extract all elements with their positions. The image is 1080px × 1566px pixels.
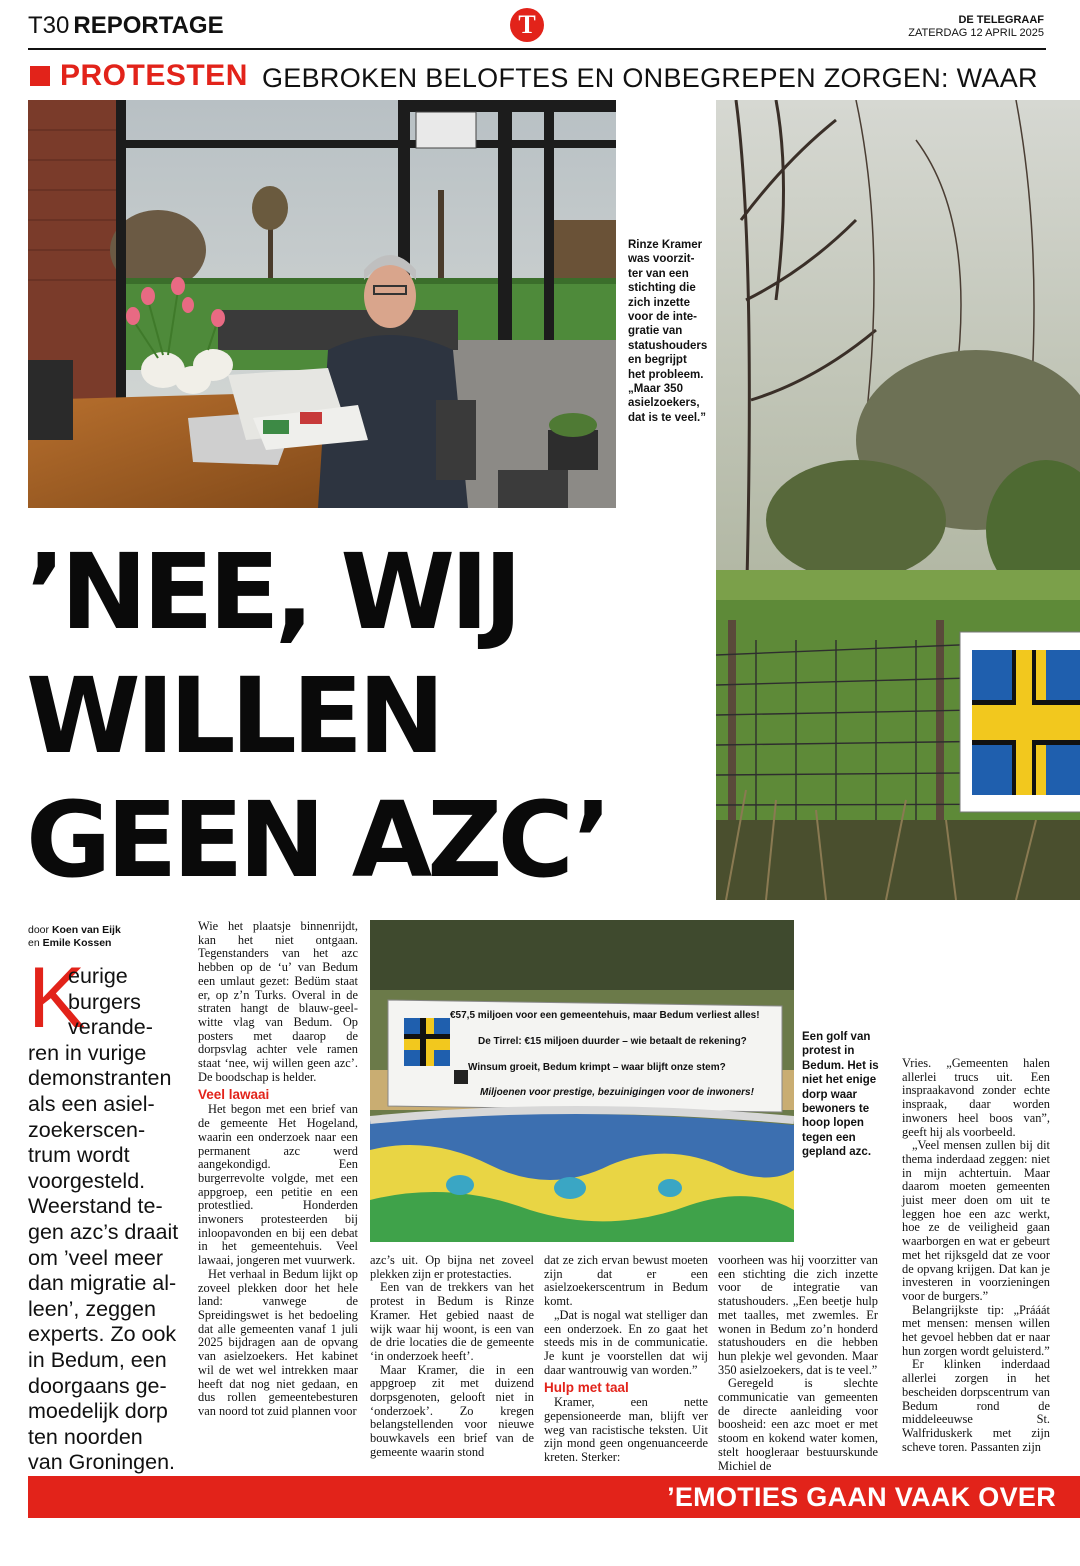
banner-line-4: Miljoenen voor prestige, bezuinigingen voor de inwoners! (480, 1087, 754, 1098)
next-page-teaser (28, 1476, 1080, 1518)
banner-line-2: De Tirrel: €15 miljoen duurder – wie betaalt de rekening? (478, 1036, 747, 1047)
banner-line-1: €57,5 miljoen voor een gemeentehuis, maar Bedum verliest alles! (450, 1010, 760, 1021)
article-column-2 (370, 1254, 534, 1460)
section-name: REPORTAGE (73, 12, 224, 39)
byline-prefix-1: door (28, 924, 50, 936)
photo-protest-banner-illustration (370, 920, 794, 1242)
paragraph: Er klinken inderdaad allerlei zorgen in het bescheiden dorpscentrum van Bedum rond de middeleeuwse St. Walfriduskerk met zijn scheve toren. Passanten zijn (902, 1357, 1050, 1454)
intro-dropcap: K (28, 950, 86, 1046)
headline: ’NEE, WIJ WILLEN GEEN AZC’ (26, 531, 608, 901)
paragraph: „Veel mensen zullen bij dit thema inderdaad zeggen: niet in mijn achtertuin. Maar daarom moeten gemeenten juist meer doen om uit te leggen hoe een azc werkt, hoe ze de veiligheid gaan waarborgen en wat er gebeurt met het rijksgeld dat ze voor de opvang krijgen. Dat kan je investeren in voorzieningen voor de burgers.” (902, 1138, 1050, 1303)
intro-line: Weerstand te- (28, 1194, 163, 1219)
intro-line: verande- (68, 1015, 153, 1040)
paragraph: Kramer, een nette gepensioneerde man, blijft ver weg van racistische teksten. Uit zijn mond geen ongenuanceerde kreten. Sterker: (544, 1395, 708, 1465)
intro-line: leen’, zeggen (28, 1296, 156, 1321)
intro-line: demonstranten (28, 1066, 172, 1091)
author-1: Koen van Eijk (51, 924, 121, 936)
kicker: PROTESTEN (60, 59, 248, 92)
paper-name: DE TELEGRAAF (958, 14, 1044, 26)
photo-fence-flag (716, 100, 1080, 900)
header-rule (28, 48, 1046, 50)
paragraph: Geregeld is slechte communicatie van gemeenten de directe aanleiding voor boosheid: een azc moet er met stoom en kokend water komen, stelt hoogleraar bestuurskunde Michiel de (718, 1376, 878, 1473)
paragraph: Belangrijkste tip: „Prááát met mensen: mensen willen het gevoel hebben dat er naar hun zorgen wordt geluisterd.” (902, 1302, 1050, 1358)
photo-rinze-kramer (28, 100, 616, 508)
intro-line: gen azc’s draait (28, 1220, 179, 1244)
paragraph: Wie het plaatsje binnenrijdt, kan het niet ontgaan. Tegenstanders van het azc hebben op de ‘u’ van Bedum een umlaut gezet: Bedüm staat er, op z’n Turks. Overal in de straten hangt de blauw-geel-witte vlag van Bedum. Op posters met daarop de dorpsvlag achter vele ramen staat ‘nee, wij willen geen azc’. De boodschap is helder. (198, 919, 358, 1084)
intro-line: in Bedum, een (28, 1348, 167, 1372)
topline: GEBROKEN BELOFTES EN ONBEGREPEN ZORGEN: WAAR (262, 63, 1038, 93)
subheading-veel-lawaai: Veel lawaai (198, 1087, 270, 1103)
intro-line: van Groningen. (28, 1450, 176, 1475)
paragraph: „Dat is nogal wat stelliger dan een onderzoek. En zo gaat het steeds mis in de communicatie. Je kunt je voorstellen dat wij daar wantrouwig van worden.” (544, 1307, 708, 1377)
subheading-hulp-met-taal: Hulp met taal (544, 1380, 629, 1396)
paragraph: Maar Kramer, die in een appgroep zit met duizend dorpsgenoten, gelooft niet in ‘onderzoek’. Zo kregen belangstellenden voor nieuwe bouwkavels een brief van de gemeente waarin stond (370, 1362, 534, 1459)
photo-protest-banner (370, 920, 794, 1242)
intro-line: als een asiel- (28, 1092, 155, 1116)
intro-line: zoekerscen- (28, 1117, 146, 1142)
paragraph: Een van de trekkers van het protest in Bedum is Rinze Kramer. Het gebied naast de wijk waar hij woont, is een van de drie locaties die de gemeente ‘in onderzoek heeft’. (370, 1280, 534, 1363)
section-id (28, 12, 224, 40)
teaser-text: ’EMOTIES GAAN VAAK OVER (667, 1482, 1056, 1512)
edition-date: ZATERDAG 12 APRIL 2025 (908, 27, 1044, 39)
intro-line: ten noorden (28, 1424, 143, 1449)
article-column-1 (198, 920, 358, 1419)
intro-line: dan migratie al- (28, 1271, 177, 1296)
paragraph: Het verhaal in Bedum lijkt op zoveel plekken door het hele land: vanwege de Spreidingswet is het bedoeling dat alle gemeenten vanaf 1 juli 2025 bijdragen aan de opvang van asielzoekers. Het kabinet wil de wet wel intrekken maar heeft dat nog niet gedaan, en dus rollen gemeentebesturen van noord tot zuid plannen voor (198, 1266, 358, 1418)
photo-fence-flag-illustration (716, 100, 1080, 900)
photo-caption-kramer: Rinze Kramer was voorzit- ter van een stichting die zich inzette voor de inte- gratie van statushouders en begrijpt het probleem. „Maar 350 asielzoekers, dat is te veel.” (628, 239, 708, 424)
page-number: T30 (28, 12, 70, 39)
paragraph: dat ze zich ervan bewust moeten zijn dat er een asielzoekerscentrum in Bedum komt. (544, 1253, 708, 1309)
intro-line: eurige (68, 964, 128, 988)
photo-rinze-kramer-illustration (28, 100, 616, 508)
byline-prefix-2: en (28, 937, 40, 949)
article-column-3 (544, 1254, 708, 1465)
intro-line: ren in vurige (28, 1040, 147, 1065)
paragraph: azc’s uit. Op bijna net zoveel plekken zijn er protestacties. (370, 1253, 534, 1281)
intro-line: doorgaans ge- (28, 1373, 167, 1398)
intro-line: om ’veel meer (28, 1245, 164, 1270)
paragraph: Vries. „Gemeenten halen allerlei trucs uit. Een inspraakavond zonder echte inspraak, daar worden inwoners heel boos van”, geeft hij als voorbeeld. (902, 1056, 1050, 1139)
byline (28, 924, 121, 950)
banner-line-3: Winsum groeit, Bedum krimpt – waar blijft onze stem? (468, 1062, 726, 1073)
intro-line: experts. Zo ook (28, 1322, 177, 1347)
author-2: Emile Kossen (42, 937, 112, 949)
telegraaf-logo: T (510, 8, 544, 42)
kicker-square (30, 66, 50, 86)
article-column-5 (902, 1057, 1050, 1454)
paragraph: voorheen was hij voorzitter van een stichting die zich inzette voor de integratie van statushouders. „Een beetje hulp met taalles, met zwemles. Er wonen in Bedum zo’n honderd statushouders en die hebben hun plekje wel gevonden. Maar 350 asielzoekers, dat is te veel.” (718, 1253, 878, 1377)
intro-line: trum wordt (28, 1143, 130, 1168)
article-column-4 (718, 1254, 878, 1473)
paragraph: Het begon met een brief van de gemeente Het Hogeland, waarin een onderzoek naar een permanent azc werd aangekondigd. Een burgerrevolte volgde, met een appgroep, een petitie en een protestlied. Honderden inwoners protesteerden bij inloopavonden en bij een debat in het gemeentehuis. Veel lawaai, jongeren met vuurwerk. (198, 1102, 358, 1268)
intro-line: voorgesteld. (28, 1168, 146, 1193)
intro-line: burgers (68, 989, 141, 1014)
photo-caption-protest: Een golf van protest in Bedum. Het is niet het enige dorp waar bewoners te hoop lopen tegen een gepland azc. (802, 1031, 879, 1159)
intro-line: moedelijk dorp (28, 1399, 168, 1424)
